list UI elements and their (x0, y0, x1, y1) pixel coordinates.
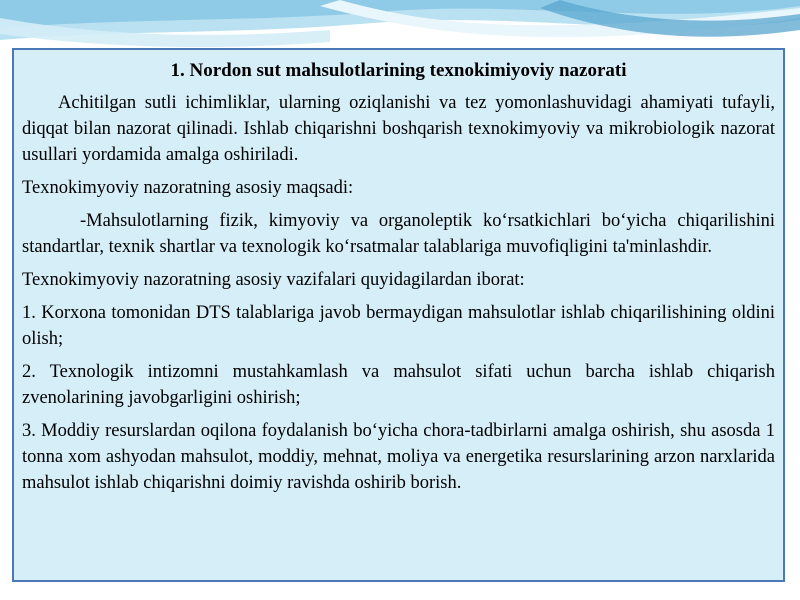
list-item-task-2: 2. Texnologik intizomni mustahkamlash va mahsulot sifati uchun barcha ishlab chiqarish zvenolarining javobgarligini oshirish; (22, 362, 775, 408)
paragraph-tasks-heading: Texnokimyoviy nazoratning asosiy vazifalari quyidagilardan iborat: (22, 270, 525, 290)
paragraph-goal-heading: Texnokimyoviy nazoratning asosiy maqsadi: (22, 178, 354, 198)
paragraph-intro: Achitilgan sutli ichimliklar, ularning oziqlanishi va tez yomonlashuvidagi ahamiyati tufayli, diqqat bilan nazorat qilinadi. Ishlab chiqarishni boshqarish texnokimyoviy va mikrobiologik nazorat usullari yordamida amalga oshiriladi. (22, 93, 775, 165)
list-item-task-1: 1. Korxona tomonidan DTS talablariga javob bermaydigan mahsulotlar ishlab chiqarilishining oldini olish; (22, 303, 775, 349)
slide-title: 1. Nordon sut mahsulotlarining texnokimiyoviy nazorati (170, 60, 627, 81)
content-box (12, 48, 785, 582)
list-item-task-3: 3. Moddiy resurslardan oqilona foydalanish bo‘yicha chora-tadbirlarni amalga oshirish, shu asosda 1 tonna xom ashyodan mahsulot, moddiy, mehnat, moliya va energetika resurslarining arzon narxlarida mahsulot ishlab chiqarishni doimiy ravishda oshirib borish. (22, 421, 775, 493)
paragraph-goal-text: -Mahsulotlarning fizik, kimyoviy va organoleptik ko‘rsatkichlari bo‘yicha chiqarilishini standartlar, texnik shartlar va texnologik ko‘rsatmalar talablariga muvofiqligini ta'minlashdir. (22, 211, 775, 257)
